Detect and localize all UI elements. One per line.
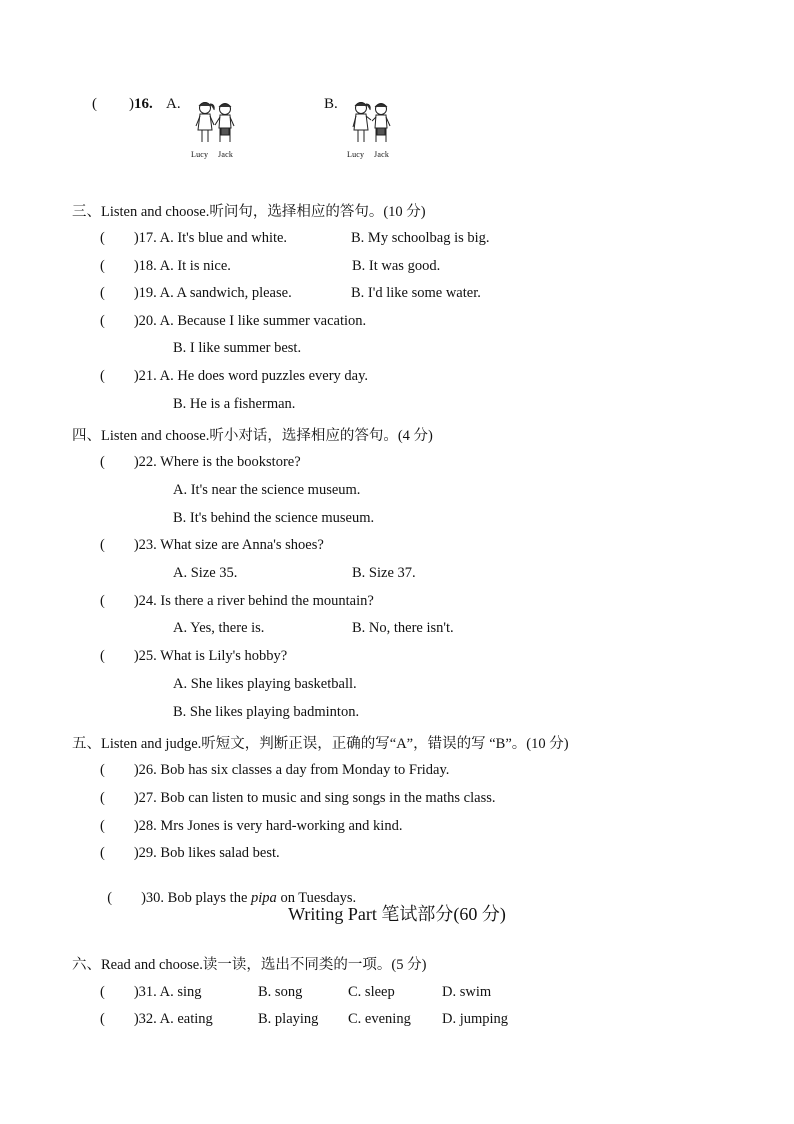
question-22-option-b: B. It's behind the science museum.: [173, 510, 375, 526]
name-label-jack-b: Jack: [374, 150, 390, 159]
question-21: ( )21. A. He does word puzzles every day.: [100, 368, 369, 384]
question-31-option-b: B. song: [258, 984, 303, 1000]
question-22: ( )22. Where is the bookstore?: [100, 454, 301, 470]
question-32-option-d: D. jumping: [442, 1011, 509, 1027]
question-19-option-b: B. I'd like some water.: [351, 285, 481, 301]
question-30-text-after: on Tuesdays.: [276, 890, 357, 906]
question-23: ( )23. What size are Anna's shoes?: [100, 537, 324, 553]
question-27: ( )27. Bob can listen to music and sing songs in the maths class.: [100, 790, 496, 806]
question-17-option-b: B. My schoolbag is big.: [351, 230, 490, 246]
section-6-heading: 六、Read and choose.读一读，选出不同类的一项。(5 分): [72, 957, 427, 973]
question-24-option-b: B. No, there isn't.: [352, 620, 454, 636]
question-25-option-b: B. She likes playing badminton.: [173, 704, 360, 720]
question-16-option-a: A.: [166, 96, 181, 112]
section-3-heading: 三、Listen and choose.听问句，选择相应的答句。(10 分): [72, 204, 426, 220]
writing-part-title: Writing Part 笔试部分(60 分): [288, 904, 506, 924]
question-30-text-before: ( )30. Bob plays the: [107, 890, 252, 906]
question-26: ( )26. Bob has six classes a day from Monday to Friday.: [100, 762, 450, 778]
question-32-option-c: C. evening: [348, 1011, 411, 1027]
question-29: ( )29. Bob likes salad best.: [100, 845, 280, 861]
question-20: ( )20. A. Because I like summer vacation.: [100, 313, 367, 329]
question-16-number: ( )16.: [92, 96, 153, 112]
question-21-option-b: B. He is a fisherman.: [173, 396, 296, 412]
question-24: ( )24. Is there a river behind the mountain?: [100, 593, 374, 609]
question-25-option-a: A. She likes playing basketball.: [173, 676, 357, 692]
question-31-option-d: D. swim: [442, 984, 492, 1000]
question-28: ( )28. Mrs Jones is very hard-working and kind.: [100, 818, 403, 834]
question-17: ( )17. A. It's blue and white.: [100, 230, 288, 246]
question-31: ( )31. A. sing: [100, 984, 202, 1000]
question-30-italic-word: pipa: [251, 890, 277, 906]
name-label-jack-a: Jack: [218, 150, 234, 159]
section-4-heading: 四、Listen and choose.听小对话，选择相应的答句。(4 分): [72, 428, 433, 444]
section-5-heading: 五、Listen and judge.听短文，判断正误，正确的写“A”，错误的写 “B”。(10 分): [72, 736, 569, 752]
question-19: ( )19. A. A sandwich, please.: [100, 285, 292, 301]
question-25: ( )25. What is Lily's hobby?: [100, 648, 288, 664]
question-18-option-b: B. It was good.: [352, 258, 441, 274]
question-32: ( )32. A. eating: [100, 1011, 213, 1027]
question-20-option-b: B. I like summer best.: [173, 340, 302, 356]
question-18: ( )18. A. It is nice.: [100, 258, 231, 274]
question-16-option-b: B.: [324, 96, 338, 112]
question-31-option-c: C. sleep: [348, 984, 395, 1000]
name-label-lucy-b: Lucy: [347, 150, 365, 159]
question-23-option-a: A. Size 35.: [173, 565, 238, 581]
lucy-jack-picture-a: [188, 98, 244, 152]
question-24-option-a: A. Yes, there is.: [173, 620, 265, 636]
name-label-lucy-a: Lucy: [191, 150, 209, 159]
question-23-option-b: B. Size 37.: [352, 565, 416, 581]
question-22-option-a: A. It's near the science museum.: [173, 482, 361, 498]
question-32-option-b: B. playing: [258, 1011, 319, 1027]
lucy-jack-picture-b: [344, 98, 400, 152]
